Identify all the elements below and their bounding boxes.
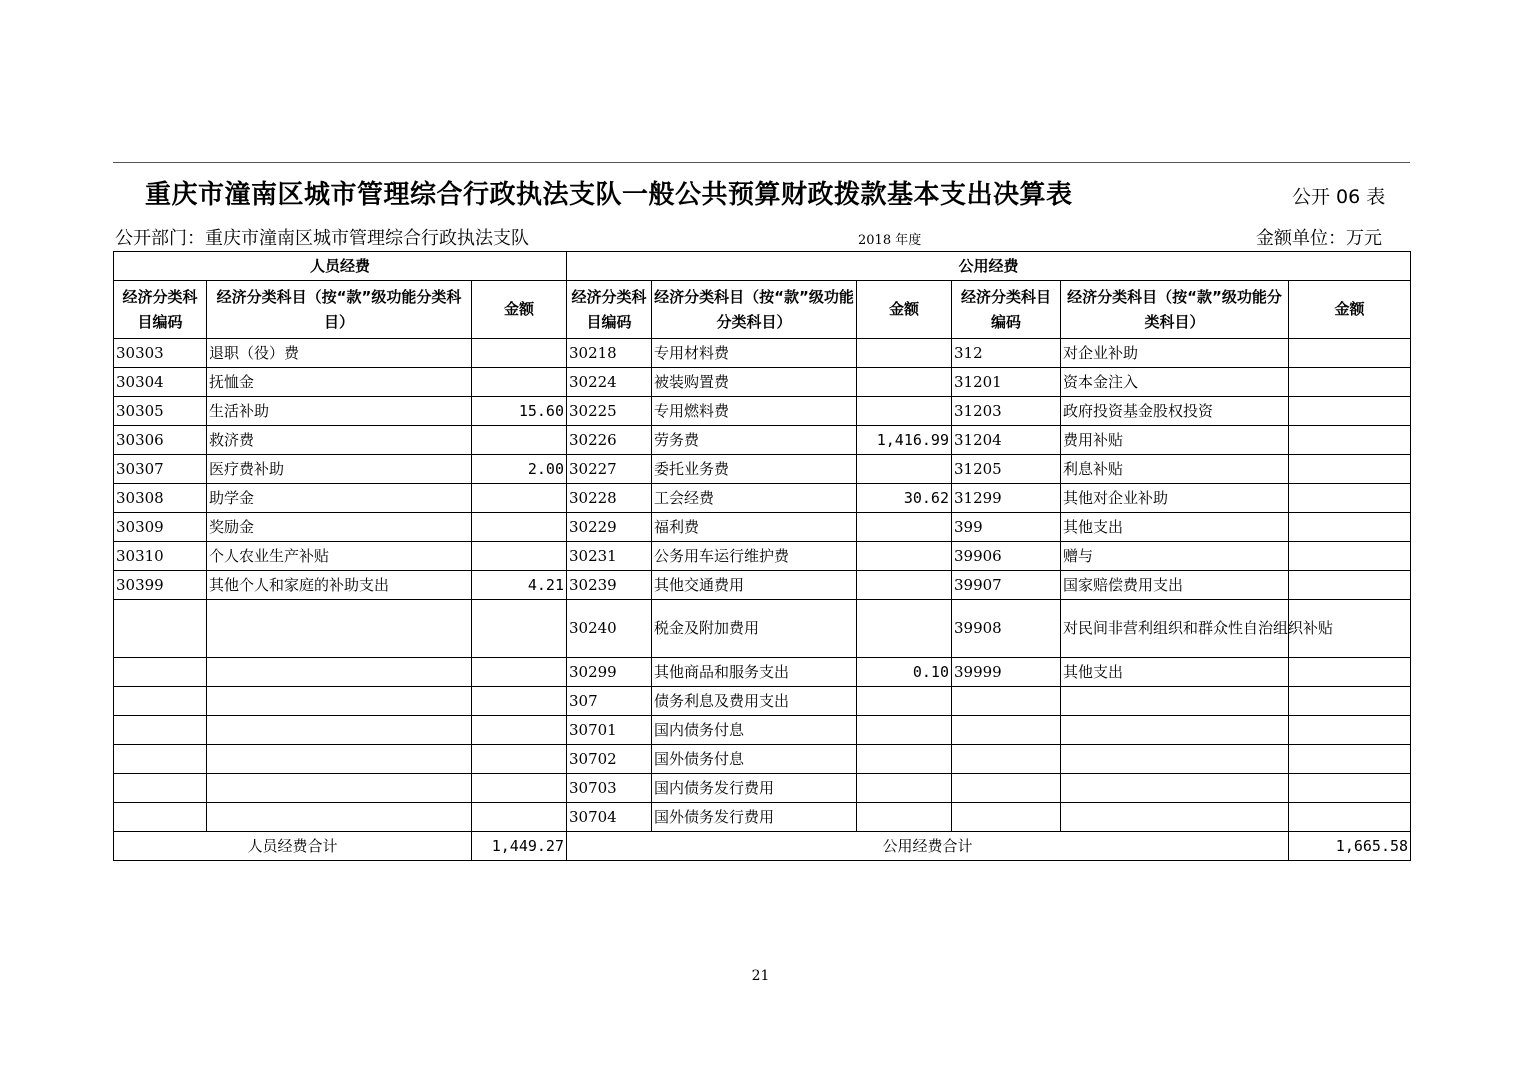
public-name-cell: 国外债务发行费用 (652, 803, 857, 832)
public-amount-cell (857, 339, 952, 368)
personnel-total-amount: 1,449.27 (472, 832, 567, 861)
other-amount-cell (1289, 484, 1411, 513)
table-row (114, 774, 1411, 803)
personnel-amount-cell (472, 658, 567, 687)
other-name-cell: 利息补贴 (1061, 455, 1289, 484)
other-name-cell: 其他对企业补助 (1061, 484, 1289, 513)
public-code-cell: 30240 (567, 600, 652, 658)
personnel-name-cell: 其他个人和家庭的补助支出 (207, 571, 472, 600)
other-name-cell: 其他支出 (1061, 513, 1289, 542)
other-name-cell (1061, 687, 1289, 716)
personnel-code-cell (114, 716, 207, 745)
public-name-cell: 委托业务费 (652, 455, 857, 484)
table-row (114, 600, 1411, 658)
personnel-name-cell: 奖励金 (207, 513, 472, 542)
personnel-name-cell (207, 745, 472, 774)
public-name-cell: 劳务费 (652, 426, 857, 455)
other-name-cell: 费用补贴 (1061, 426, 1289, 455)
public-name-cell: 其他交通费用 (652, 571, 857, 600)
public-code-cell: 30239 (567, 571, 652, 600)
personnel-code-cell: 30399 (114, 571, 207, 600)
personnel-code-cell (114, 774, 207, 803)
public-amount-cell (857, 542, 952, 571)
personnel-code-cell: 30308 (114, 484, 207, 513)
public-name-cell: 专用材料费 (652, 339, 857, 368)
personnel-name-cell: 退职（役）费 (207, 339, 472, 368)
public-code-cell: 30226 (567, 426, 652, 455)
personnel-amount-cell (472, 803, 567, 832)
other-amount-cell (1289, 339, 1411, 368)
other-code-cell: 39999 (952, 658, 1061, 687)
table-row (114, 687, 1411, 716)
personnel-total-label: 人员经费合计 (114, 832, 472, 861)
other-amount-cell (1289, 774, 1411, 803)
personnel-amount-cell (472, 774, 567, 803)
public-code-cell: 307 (567, 687, 652, 716)
public-name-cell: 被装购置费 (652, 368, 857, 397)
public-amount-cell (857, 774, 952, 803)
other-amount-cell (1289, 368, 1411, 397)
public-amount-cell (857, 745, 952, 774)
other-amount-cell (1289, 397, 1411, 426)
public-amount-cell: 0.10 (857, 658, 952, 687)
amount-header-1: 金额 (472, 281, 567, 339)
public-code-cell: 30701 (567, 716, 652, 745)
department-label: 公开部门：重庆市潼南区城市管理综合行政执法支队 (115, 228, 529, 249)
personnel-code-cell: 30303 (114, 339, 207, 368)
public-amount-cell: 30.62 (857, 484, 952, 513)
personnel-amount-cell (472, 687, 567, 716)
other-amount-cell (1289, 571, 1411, 600)
public-name-cell: 国内债务付息 (652, 716, 857, 745)
personnel-amount-cell (472, 368, 567, 397)
public-amount-cell (857, 368, 952, 397)
other-amount-cell (1289, 426, 1411, 455)
other-name-cell: 对企业补助 (1061, 339, 1289, 368)
public-amount-cell: 1,416.99 (857, 426, 952, 455)
personnel-code-cell: 30310 (114, 542, 207, 571)
table-row (114, 484, 1411, 513)
table-row (114, 339, 1411, 368)
table-row (114, 426, 1411, 455)
table-row (114, 658, 1411, 687)
table-row (114, 368, 1411, 397)
expenditure-table (113, 251, 1411, 861)
group-header-row (114, 252, 1411, 281)
public-code-cell: 30702 (567, 745, 652, 774)
other-name-cell: 资本金注入 (1061, 368, 1289, 397)
amount-header-3: 金额 (1289, 281, 1411, 339)
code-header-2: 经济分类科目编码 (567, 281, 652, 339)
public-code-cell: 30231 (567, 542, 652, 571)
column-header-row (114, 281, 1411, 339)
public-name-cell: 工会经费 (652, 484, 857, 513)
personnel-header: 人员经费 (114, 252, 567, 281)
other-name-cell: 赠与 (1061, 542, 1289, 571)
public-code-cell: 30224 (567, 368, 652, 397)
public-code-cell: 30218 (567, 339, 652, 368)
personnel-name-cell (207, 716, 472, 745)
public-header: 公用经费 (567, 252, 1411, 281)
top-rule (113, 162, 1410, 163)
public-amount-cell (857, 455, 952, 484)
other-name-cell: 政府投资基金股权投资 (1061, 397, 1289, 426)
personnel-name-cell: 个人农业生产补贴 (207, 542, 472, 571)
personnel-name-cell: 抚恤金 (207, 368, 472, 397)
personnel-code-cell (114, 803, 207, 832)
other-amount-cell (1289, 513, 1411, 542)
other-code-cell: 31205 (952, 455, 1061, 484)
personnel-code-cell (114, 658, 207, 687)
personnel-name-cell (207, 803, 472, 832)
personnel-amount-cell (472, 600, 567, 658)
page-title: 重庆市潼南区城市管理综合行政执法支队一般公共预算财政拨款基本支出决算表 (145, 180, 1073, 210)
personnel-amount-cell: 4.21 (472, 571, 567, 600)
personnel-code-cell (114, 687, 207, 716)
public-name-cell: 国内债务发行费用 (652, 774, 857, 803)
table-row (114, 803, 1411, 832)
personnel-name-cell: 助学金 (207, 484, 472, 513)
public-code-cell: 30227 (567, 455, 652, 484)
year-label: 2018 年度 (858, 233, 922, 248)
other-code-cell (952, 687, 1061, 716)
personnel-amount-cell (472, 426, 567, 455)
public-code-cell: 30228 (567, 484, 652, 513)
table-row (114, 397, 1411, 426)
public-amount-cell (857, 803, 952, 832)
public-name-cell: 福利费 (652, 513, 857, 542)
personnel-code-cell (114, 745, 207, 774)
personnel-code-cell: 30306 (114, 426, 207, 455)
personnel-amount-cell (472, 716, 567, 745)
personnel-amount-cell (472, 339, 567, 368)
personnel-code-cell: 30304 (114, 368, 207, 397)
other-code-cell: 31204 (952, 426, 1061, 455)
personnel-amount-cell: 2.00 (472, 455, 567, 484)
public-name-cell: 国外债务付息 (652, 745, 857, 774)
unit-label: 金额单位：万元 (1256, 228, 1382, 249)
other-code-cell: 39906 (952, 542, 1061, 571)
other-name-cell: 国家赔偿费用支出 (1061, 571, 1289, 600)
other-name-cell (1061, 774, 1289, 803)
personnel-name-cell (207, 600, 472, 658)
personnel-amount-cell (472, 542, 567, 571)
personnel-code-cell: 30305 (114, 397, 207, 426)
public-amount-cell (857, 397, 952, 426)
page-number: 21 (751, 968, 770, 984)
personnel-amount-cell (472, 484, 567, 513)
table-row (114, 455, 1411, 484)
public-amount-cell (857, 716, 952, 745)
other-code-cell: 39908 (952, 600, 1061, 658)
personnel-name-cell: 生活补助 (207, 397, 472, 426)
other-amount-cell (1289, 803, 1411, 832)
table-number: 公开 06 表 (1292, 186, 1386, 208)
personnel-amount-cell (472, 745, 567, 774)
name-header-2: 经济分类科目（按“款”级功能分类科目） (652, 281, 857, 339)
other-code-cell: 31201 (952, 368, 1061, 397)
other-name-cell: 对民间非营利组织和群众性自治组织补贴 (1061, 600, 1289, 658)
other-amount-cell (1289, 542, 1411, 571)
totals-row (114, 832, 1411, 861)
other-code-cell: 31203 (952, 397, 1061, 426)
public-total-label: 公用经费合计 (567, 832, 1289, 861)
other-amount-cell (1289, 658, 1411, 687)
other-name-cell (1061, 803, 1289, 832)
personnel-code-cell: 30309 (114, 513, 207, 542)
public-name-cell: 债务利息及费用支出 (652, 687, 857, 716)
public-code-cell: 30299 (567, 658, 652, 687)
public-total-amount: 1,665.58 (1289, 832, 1411, 861)
other-code-cell: 312 (952, 339, 1061, 368)
public-amount-cell (857, 687, 952, 716)
personnel-name-cell (207, 774, 472, 803)
public-amount-cell (857, 513, 952, 542)
table-row (114, 571, 1411, 600)
table-row (114, 542, 1411, 571)
name-header-3: 经济分类科目（按“款”级功能分类科目） (1061, 281, 1289, 339)
personnel-code-cell: 30307 (114, 455, 207, 484)
name-header-1: 经济分类科目（按“款”级功能分类科目） (207, 281, 472, 339)
personnel-name-cell (207, 687, 472, 716)
personnel-name-cell (207, 658, 472, 687)
personnel-code-cell (114, 600, 207, 658)
other-amount-cell (1289, 745, 1411, 774)
public-name-cell: 税金及附加费用 (652, 600, 857, 658)
amount-header-2: 金额 (857, 281, 952, 339)
public-code-cell: 30225 (567, 397, 652, 426)
other-name-cell (1061, 745, 1289, 774)
personnel-amount-cell: 15.60 (472, 397, 567, 426)
other-name-cell (1061, 716, 1289, 745)
other-amount-cell (1289, 455, 1411, 484)
other-code-cell (952, 774, 1061, 803)
other-code-cell: 399 (952, 513, 1061, 542)
other-amount-cell (1289, 716, 1411, 745)
public-code-cell: 30229 (567, 513, 652, 542)
public-code-cell: 30704 (567, 803, 652, 832)
other-code-cell (952, 803, 1061, 832)
public-name-cell: 公务用车运行维护费 (652, 542, 857, 571)
public-amount-cell (857, 600, 952, 658)
table-row (114, 513, 1411, 542)
public-name-cell: 专用燃料费 (652, 397, 857, 426)
code-header-3: 经济分类科目编码 (952, 281, 1061, 339)
other-name-cell: 其他支出 (1061, 658, 1289, 687)
other-amount-cell (1289, 687, 1411, 716)
other-code-cell: 31299 (952, 484, 1061, 513)
other-code-cell (952, 716, 1061, 745)
personnel-name-cell: 医疗费补助 (207, 455, 472, 484)
table-row (114, 716, 1411, 745)
public-code-cell: 30703 (567, 774, 652, 803)
other-code-cell: 39907 (952, 571, 1061, 600)
personnel-name-cell: 救济费 (207, 426, 472, 455)
code-header-1: 经济分类科目编码 (114, 281, 207, 339)
table-row (114, 745, 1411, 774)
public-name-cell: 其他商品和服务支出 (652, 658, 857, 687)
personnel-amount-cell (472, 513, 567, 542)
other-code-cell (952, 745, 1061, 774)
public-amount-cell (857, 571, 952, 600)
